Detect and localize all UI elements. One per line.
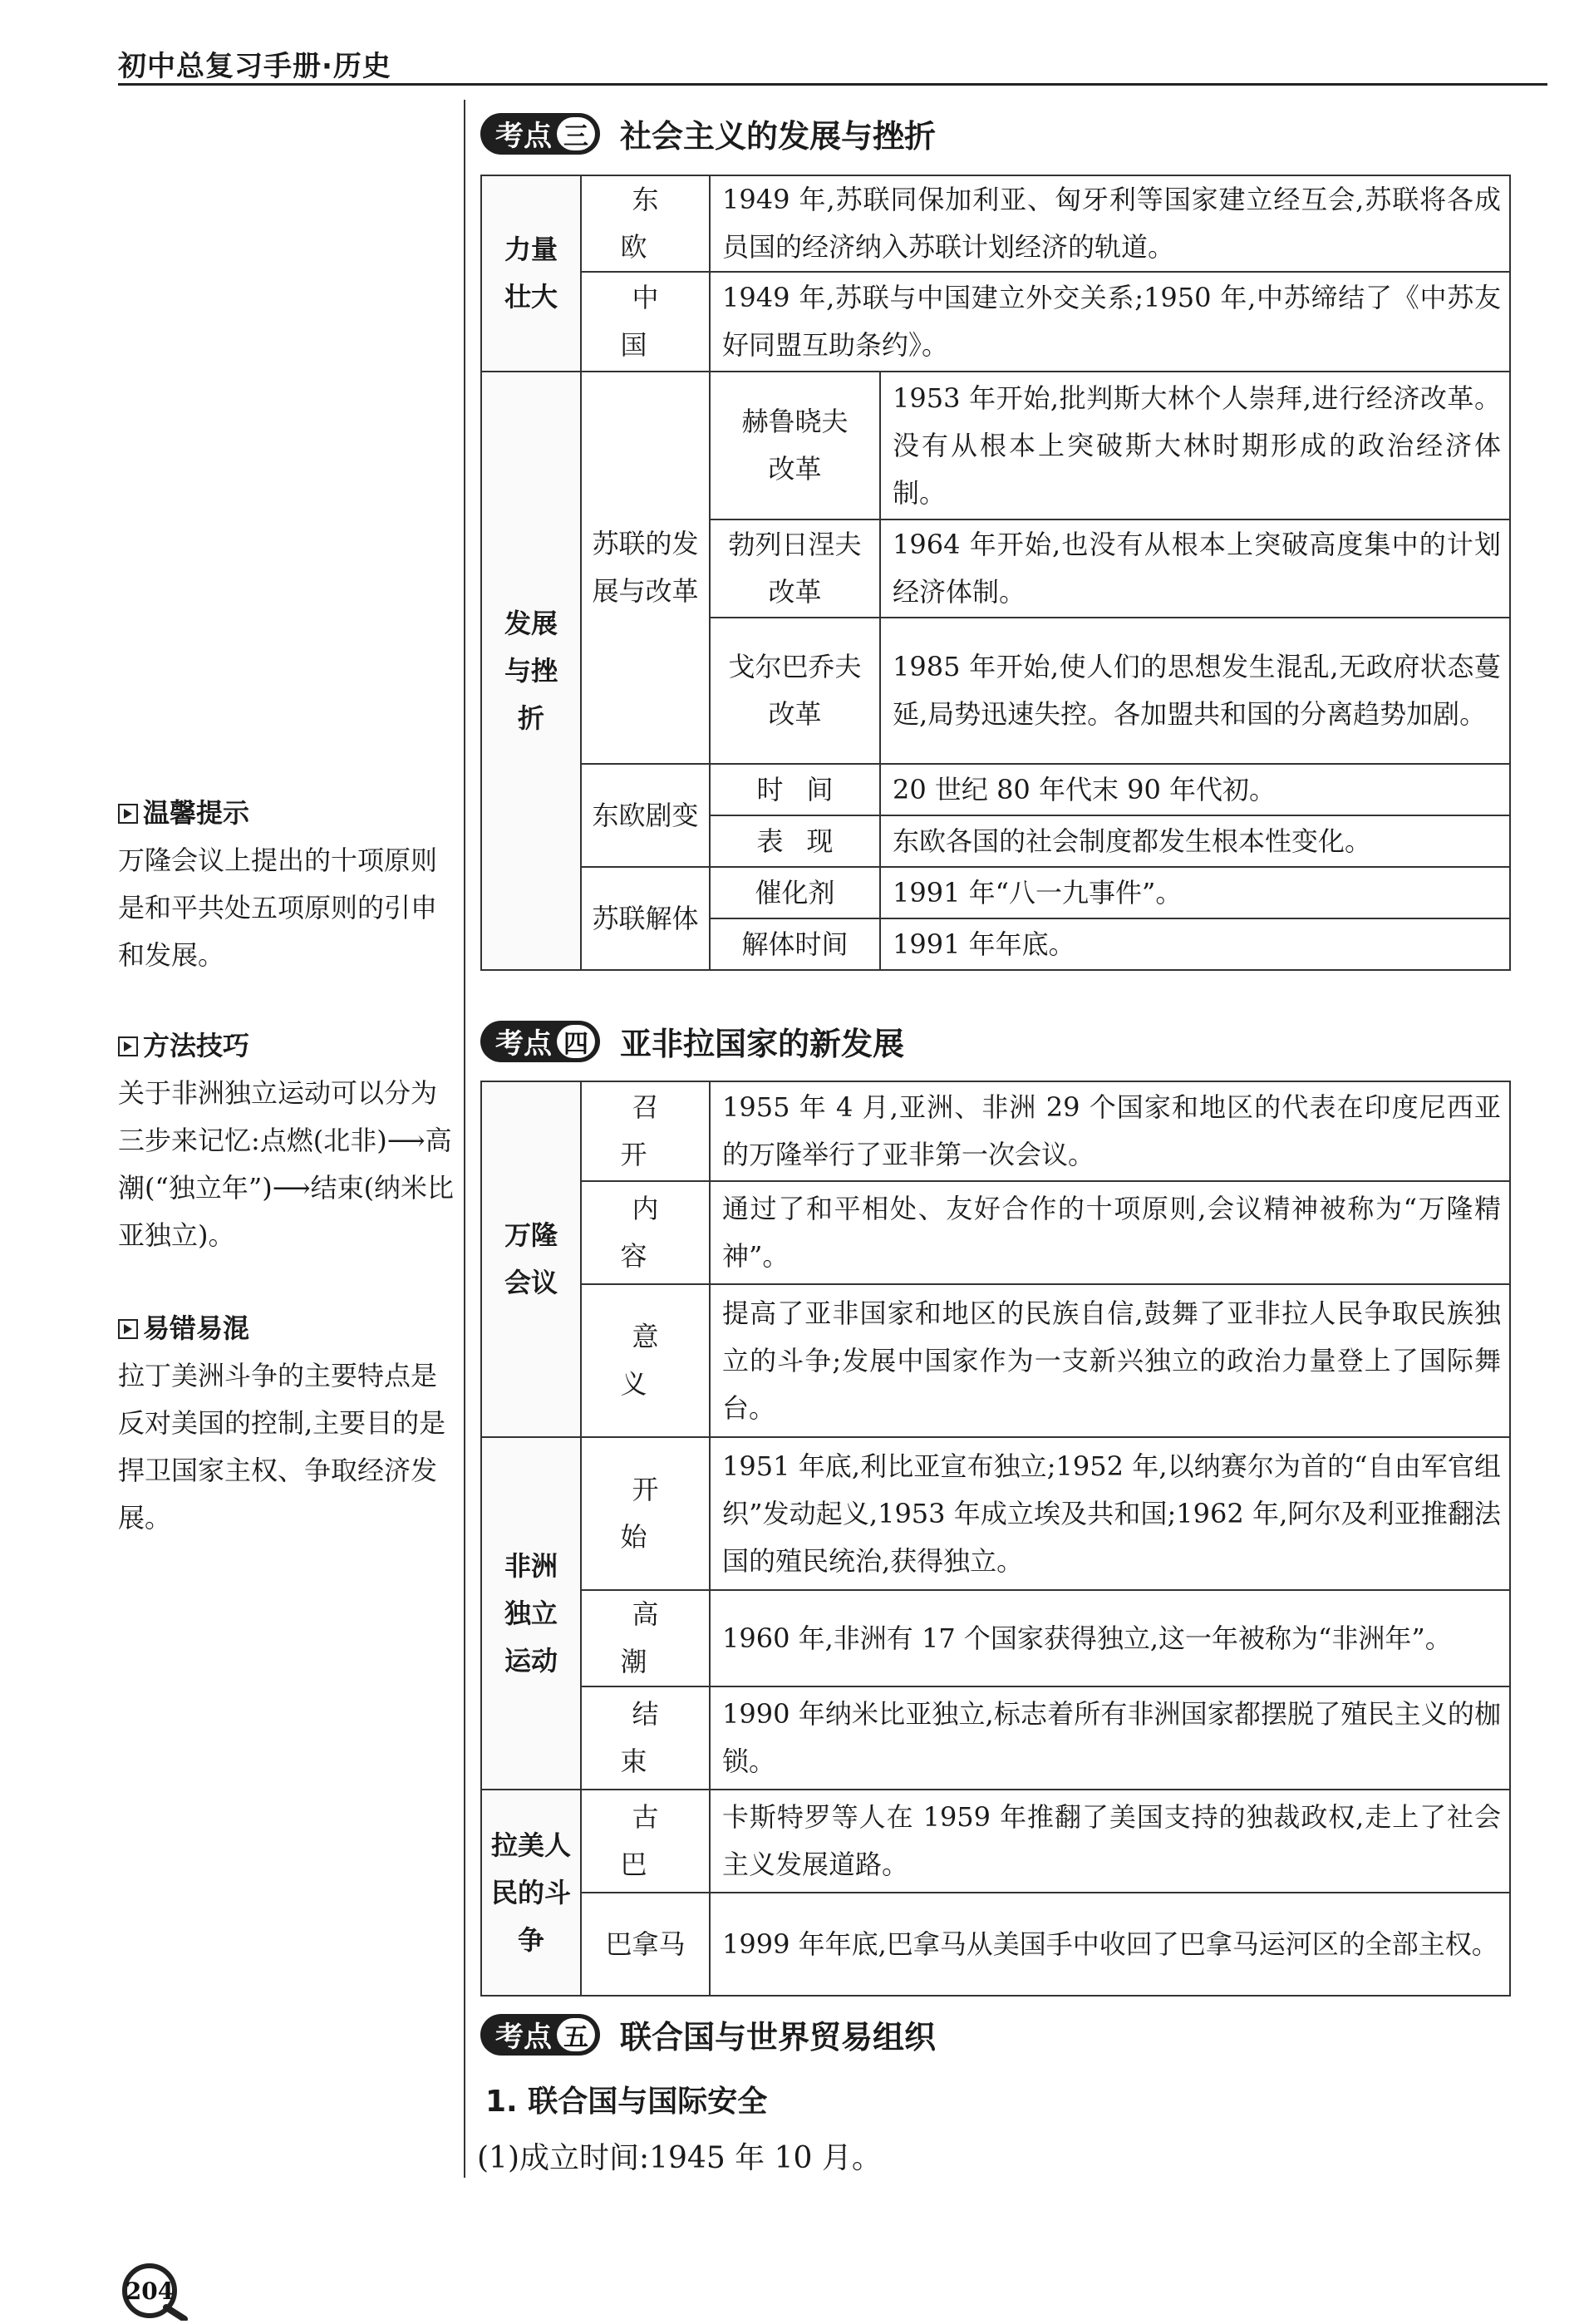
section-5-item-1: (1)成立时间:1945 年 10 月。 bbox=[477, 2141, 882, 2175]
section-3-number: 三 bbox=[557, 117, 595, 150]
section-3-table bbox=[480, 175, 1511, 971]
tip-note bbox=[118, 790, 459, 979]
row-label: 表现 bbox=[710, 815, 880, 867]
row-label: 中国 bbox=[581, 272, 710, 372]
page-number: 204 bbox=[125, 2277, 175, 2305]
column-divider bbox=[464, 100, 465, 2178]
table-row bbox=[481, 867, 1510, 918]
table-row bbox=[481, 1081, 1510, 1181]
table-row bbox=[481, 1590, 1510, 1686]
table-row bbox=[481, 1181, 1510, 1284]
row-text: 提高了亚非国家和地区的民族自信,鼓舞了亚非拉人民争取民族独立的斗争;发展中国家作为一支新兴独立的政治力量登上了国际舞台。 bbox=[710, 1284, 1510, 1437]
category-power: 力量壮大 bbox=[481, 175, 581, 372]
category-latam: 拉美人民的斗争 bbox=[481, 1790, 581, 1996]
row-text: 1991 年“八一九事件”。 bbox=[880, 867, 1510, 918]
row-text: 1990 年纳米比亚独立,标志着所有非洲国家都摆脱了殖民主义的枷锁。 bbox=[710, 1686, 1510, 1790]
row-text: 1960 年,非洲有 17 个国家获得独立,这一年被称为“非洲年”。 bbox=[710, 1590, 1510, 1686]
row-label: 高潮 bbox=[581, 1590, 710, 1686]
section-5-title: 联合国与世界贸易组织 bbox=[620, 2019, 937, 2056]
row-text: 1964 年开始,也没有从根本上突破高度集中的计划经济体制。 bbox=[880, 519, 1510, 618]
method-note bbox=[118, 1022, 459, 1259]
section-5-subheading: 1. 联合国与国际安全 bbox=[485, 2085, 768, 2119]
method-body: 关于非洲独立运动可以分为三步来记忆:点燃(北非)⟶高潮(“独立年”)⟶结束(纳米比亚独立)。 bbox=[118, 1077, 455, 1251]
table-row bbox=[481, 1686, 1510, 1790]
table-row bbox=[481, 175, 1510, 272]
section-4-pill: 考点 四 bbox=[480, 1021, 600, 1062]
section-5-heading bbox=[480, 2011, 936, 2057]
category-dev: 发展与挫折 bbox=[481, 372, 581, 970]
row-text: 通过了和平相处、友好合作的十项原则,会议精神被称为“万隆精神”。 bbox=[710, 1181, 1510, 1284]
section-4-number: 四 bbox=[557, 1025, 595, 1058]
play-icon bbox=[118, 1319, 138, 1339]
row-text: 1999 年年底,巴拿马从美国手中收回了巴拿马运河区的全部主权。 bbox=[710, 1893, 1510, 1996]
section-4-title: 亚非拉国家的新发展 bbox=[620, 1026, 905, 1062]
table-row bbox=[481, 1893, 1510, 1996]
row-label: 东欧 bbox=[581, 175, 710, 272]
tip-body: 万隆会议上提出的十项原则是和平共处五项原则的引申和发展。 bbox=[118, 844, 438, 971]
section-3-pill: 考点 三 bbox=[480, 113, 600, 155]
row-label: 召开 bbox=[581, 1081, 710, 1181]
category-africa: 非洲独立运动 bbox=[481, 1437, 581, 1790]
method-heading: 方法技巧 bbox=[143, 1030, 250, 1061]
row-label: 巴拿马 bbox=[581, 1893, 710, 1996]
page-number-logo bbox=[116, 2262, 193, 2321]
row-text: 卡斯特罗等人在 1959 年推翻了美国支持的独裁政权,走上了社会主义发展道路。 bbox=[710, 1790, 1510, 1893]
row-text: 东欧各国的社会制度都发生根本性变化。 bbox=[880, 815, 1510, 867]
reform-label: 勃列日涅夫改革 bbox=[710, 519, 880, 618]
section-4-table bbox=[480, 1081, 1511, 1997]
row-label: 古巴 bbox=[581, 1790, 710, 1893]
table-row bbox=[481, 764, 1510, 815]
mistake-note bbox=[118, 1305, 459, 1542]
header-divider bbox=[118, 83, 1547, 86]
row-text: 1955 年 4 月,亚洲、非洲 29 个国家和地区的代表在印度尼西亚的万隆举行了亚非第一次会议。 bbox=[710, 1081, 1510, 1181]
row-text: 1985 年开始,使人们的思想发生混乱,无政府状态蔓延,局势迅速失控。各加盟共和国的分离趋势加剧。 bbox=[880, 618, 1510, 764]
row-text: 20 世纪 80 年代末 90 年代初。 bbox=[880, 764, 1510, 815]
category-bandung: 万隆会议 bbox=[481, 1081, 581, 1437]
row-text: 1949 年,苏联同保加利亚、匈牙利等国家建立经互会,苏联将各成员国的经济纳入苏联计划经济的轨道。 bbox=[710, 175, 1510, 272]
table-row bbox=[481, 1437, 1510, 1590]
row-label: 时间 bbox=[710, 764, 880, 815]
section-3-heading bbox=[480, 111, 936, 156]
section-5-number: 五 bbox=[557, 2018, 595, 2051]
mistake-heading: 易错易混 bbox=[143, 1312, 250, 1344]
table-row bbox=[481, 1284, 1510, 1437]
ee-label: 东欧剧变 bbox=[581, 764, 710, 867]
play-icon bbox=[118, 1036, 138, 1056]
row-text: 1951 年底,利比亚宣布独立;1952 年,以纳赛尔为首的“自由军官组织”发动起义,1953 年成立埃及共和国;1962 年,阿尔及利亚推翻法国的殖民统治,获得独立。 bbox=[710, 1437, 1510, 1590]
row-text: 1949 年,苏联与中国建立外交关系;1950 年,中苏缔结了《中苏友好同盟互助条约》。 bbox=[710, 272, 1510, 372]
dissolve-label: 苏联解体 bbox=[581, 867, 710, 970]
row-text: 1953 年开始,批判斯大林个人崇拜,进行经济改革。没有从根本上突破斯大林时期形成的政治经济体制。 bbox=[880, 372, 1510, 519]
row-label: 开始 bbox=[581, 1437, 710, 1590]
row-label: 解体时间 bbox=[710, 918, 880, 970]
reform-label: 赫鲁晓夫改革 bbox=[710, 372, 880, 519]
header-title: 初中总复习手册·历史 bbox=[118, 50, 391, 83]
section-3-title: 社会主义的发展与挫折 bbox=[620, 118, 937, 155]
section-5-pill: 考点 五 bbox=[480, 2014, 600, 2056]
row-label: 意义 bbox=[581, 1284, 710, 1437]
mistake-body: 拉丁美洲斗争的主要特点是反对美国的控制,主要目的是捍卫国家主权、争取经济发展。 bbox=[118, 1360, 446, 1534]
ussr-label: 苏联的发展与改革 bbox=[581, 372, 710, 764]
row-text: 1991 年年底。 bbox=[880, 918, 1510, 970]
table-row bbox=[481, 272, 1510, 372]
row-label: 催化剂 bbox=[710, 867, 880, 918]
row-label: 结束 bbox=[581, 1686, 710, 1790]
table-row bbox=[481, 1790, 1510, 1893]
reform-label: 戈尔巴乔夫改革 bbox=[710, 618, 880, 764]
play-icon bbox=[118, 804, 138, 824]
tip-heading: 温馨提示 bbox=[143, 797, 250, 829]
row-label: 内容 bbox=[581, 1181, 710, 1284]
table-row bbox=[481, 372, 1510, 519]
section-4-heading bbox=[480, 1018, 904, 1064]
